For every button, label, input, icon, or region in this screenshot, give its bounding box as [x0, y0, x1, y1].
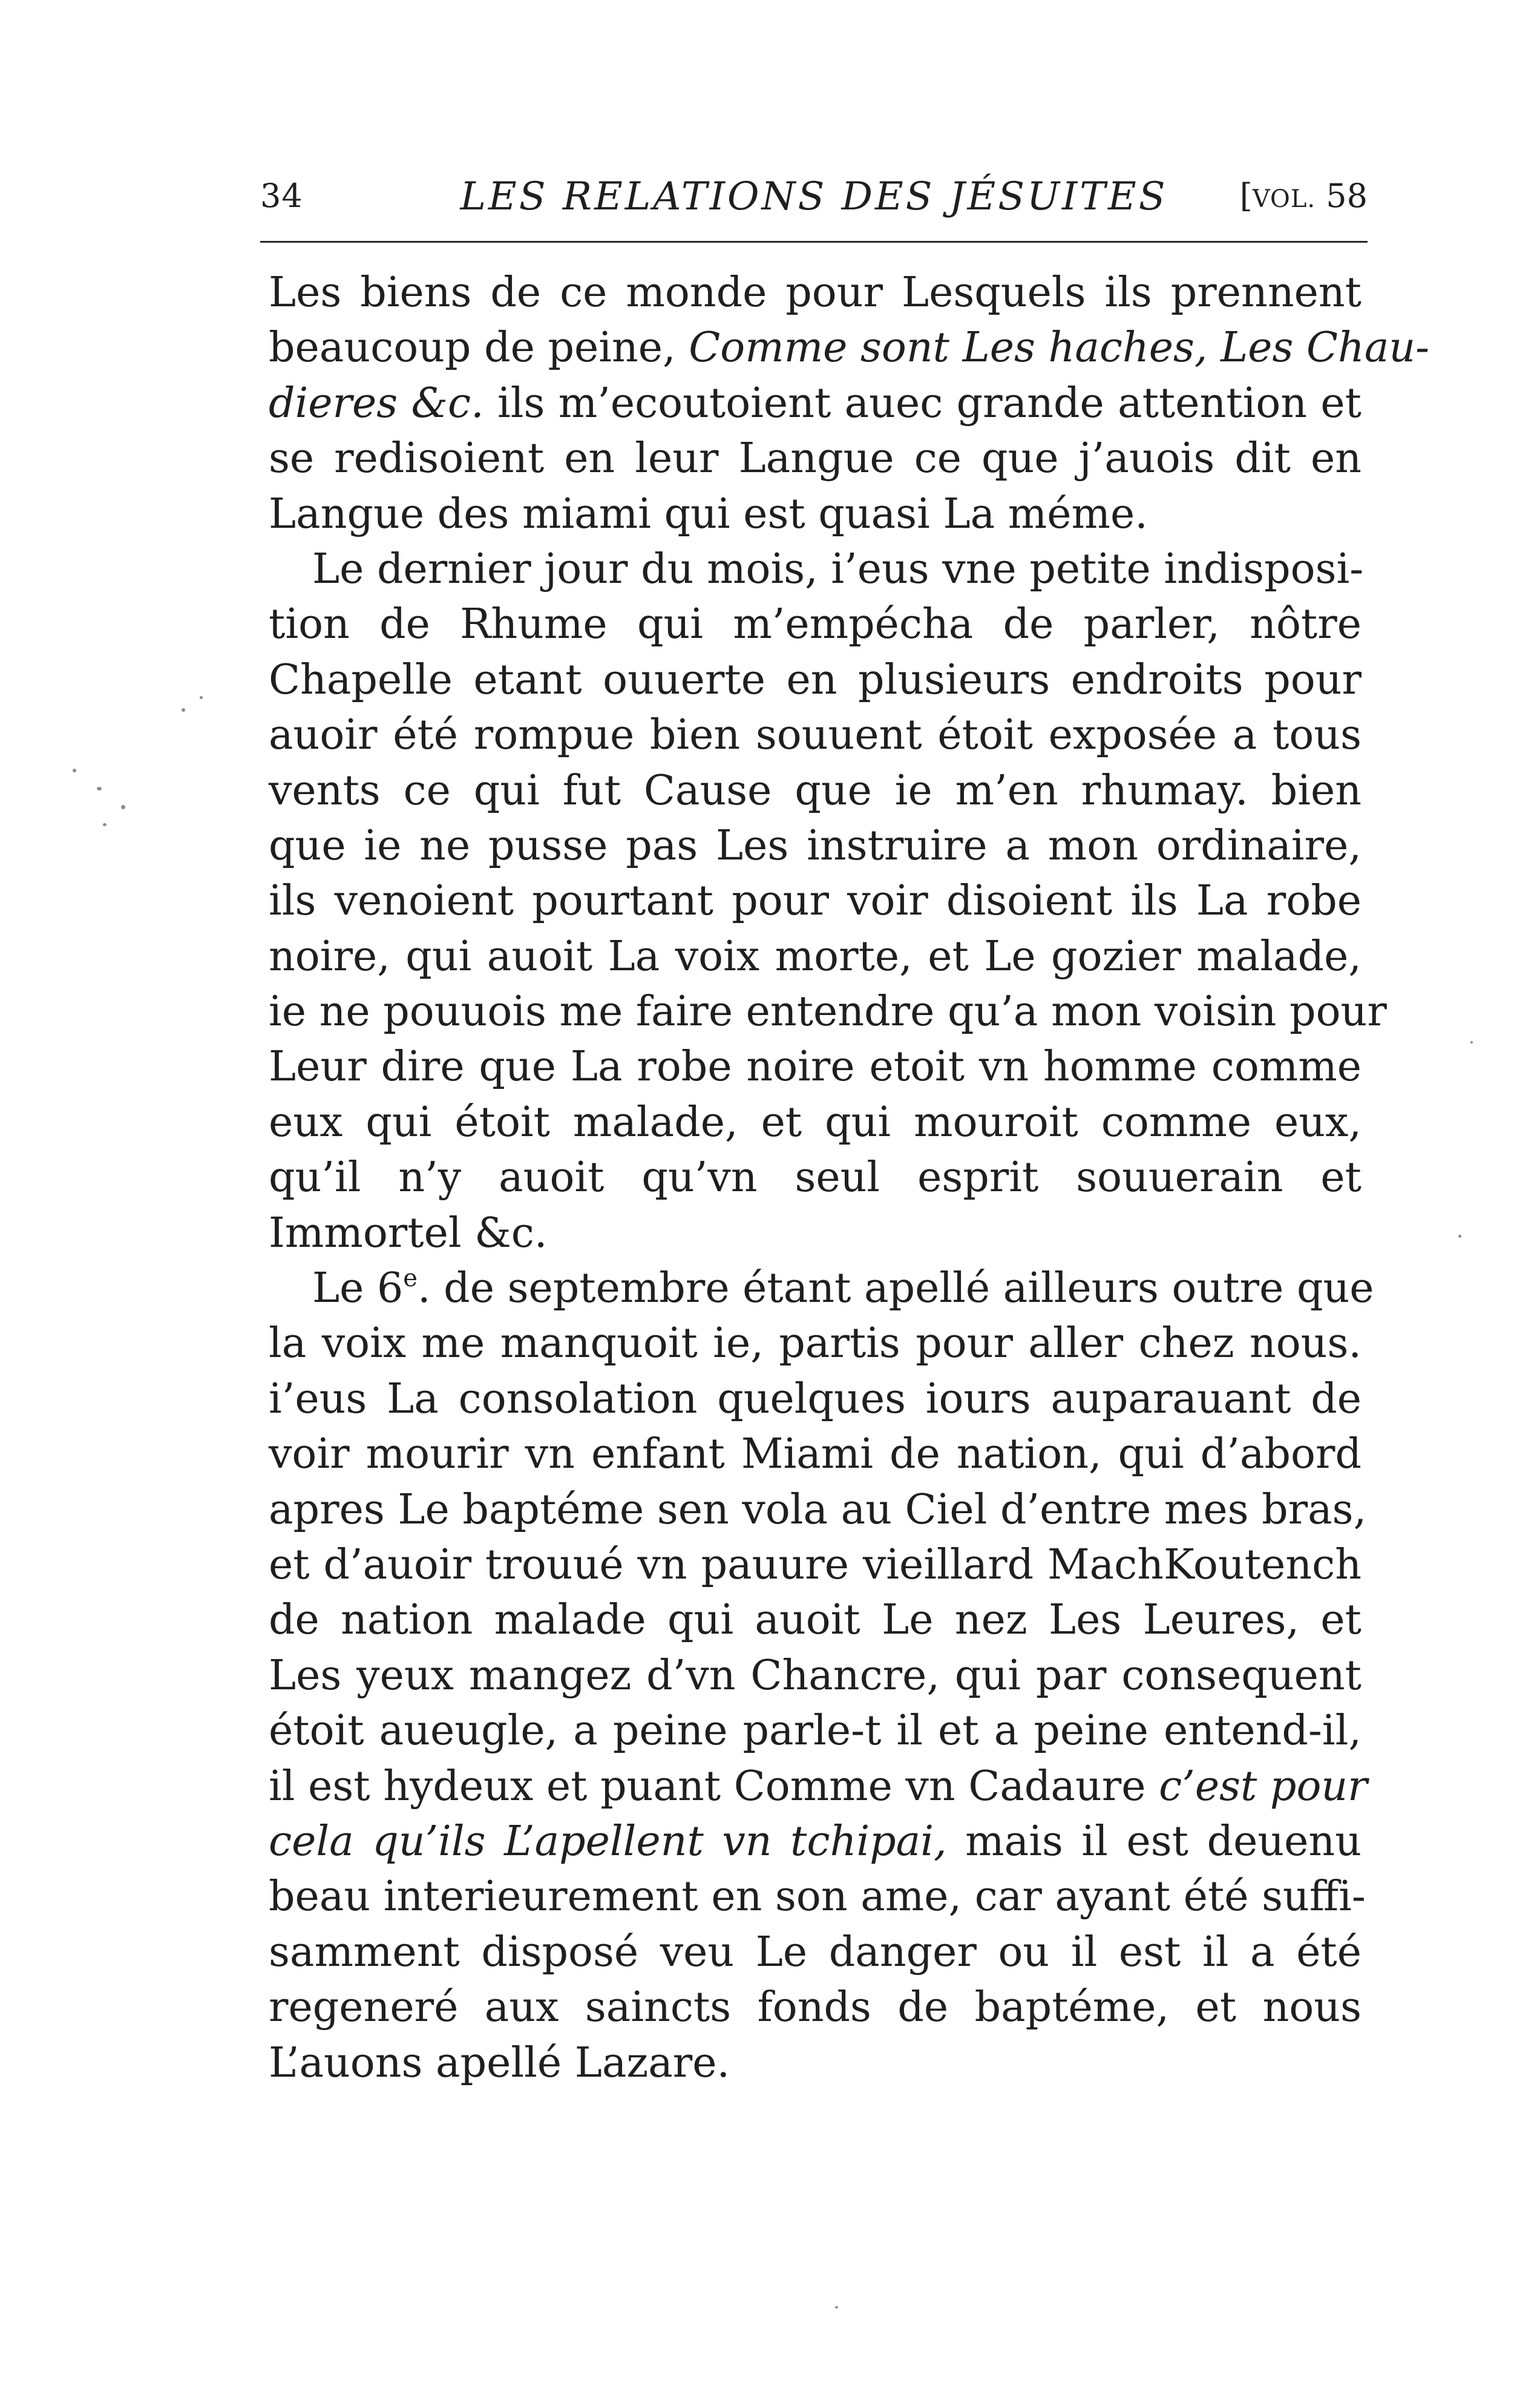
text-segment: il est hydeux et puant Comme vn Cadaure [269, 1762, 1159, 1810]
text-segment: Les biens de ce monde pour Lesquels ils prennent [269, 269, 1361, 317]
text-segment: voir mourir vn enfant Miami de nation, qui d’abord [269, 1430, 1361, 1479]
text-line [269, 1150, 1361, 1205]
text-segment: regeneré aux saincts fonds de baptéme, et nous [269, 1983, 1361, 2032]
text-segment: tion de Rhume qui m’empécha de parler, nôtre [269, 600, 1361, 649]
text-line [269, 1482, 1367, 1537]
text-line [269, 1925, 1361, 1980]
print-speck [103, 823, 106, 826]
italic-text: dieres &c. [269, 379, 484, 427]
text-segment: samment disposé veu Le danger ou il est il a été [269, 1928, 1361, 1976]
superscript: e [403, 1264, 418, 1293]
text-line [269, 1980, 1361, 2035]
text-line [269, 818, 1361, 873]
volume-bracket: [ [1239, 177, 1253, 215]
text-segment: Leur dire que La robe noire etoit vn homme comme [269, 1043, 1361, 1091]
text-line [269, 873, 1361, 928]
text-line [269, 320, 1430, 375]
text-line [269, 1039, 1361, 1094]
text-line [269, 265, 1361, 320]
text-line [269, 652, 1361, 708]
text-line [269, 376, 1361, 431]
text-line [269, 1814, 1361, 1869]
text-line [269, 1372, 1361, 1427]
text-segment: de nation malade qui auoit Le nez Les Leures, et [269, 1596, 1361, 1645]
text-line [269, 1427, 1361, 1482]
text-segment: que ie ne pusse pas Les instruire a mon ordinaire, [269, 821, 1361, 870]
print-speck [97, 787, 102, 790]
text-line [269, 1537, 1361, 1592]
text-line [269, 1261, 1374, 1316]
page-header [260, 171, 1368, 231]
text-line [269, 763, 1361, 818]
text-segment: eux qui étoit malade, et qui mouroit comme eux, [269, 1098, 1361, 1146]
text-segment: ie ne pouuois me faire entendre qu’a mon voisin pour [269, 988, 1387, 1036]
text-segment: vents ce qui fut Cause que ie m’en rhumay. bien [269, 766, 1361, 815]
text-line [269, 1592, 1361, 1648]
text-segment: apres Le baptéme sen vola au Ciel d’entre mes bras, [269, 1485, 1367, 1534]
text-segment: Immortel &c. [269, 1209, 548, 1257]
text-line [269, 542, 1364, 597]
text-segment: i’eus La consolation quelques iours auparauant de [269, 1375, 1361, 1423]
text-line [269, 1206, 1361, 1261]
text-segment: se redisoient en leur Langue ce que j’auois dit en [269, 435, 1361, 483]
text-line [269, 929, 1361, 984]
text-segment: Chapelle etant ouuerte en plusieurs endroits pour [269, 656, 1361, 704]
print-speck [121, 805, 125, 809]
text-line [269, 1703, 1361, 1758]
text-segment: et d’auoir trouué vn pauure vieillard MachKoutench [269, 1540, 1361, 1589]
text-segment: Le 6 [312, 1264, 404, 1313]
text-segment: ils venoient pourtant pour voir disoient ils La robe [269, 877, 1361, 925]
text-line [269, 1869, 1366, 1924]
text-segment: Langue des miami qui est quasi La méme. [269, 490, 1148, 538]
header-rule [260, 241, 1368, 243]
print-speck [1470, 1041, 1473, 1043]
text-segment: auoir été rompue bien souuent étoit exposée a tous [269, 711, 1361, 760]
text-line [269, 1316, 1361, 1371]
text-line [269, 1759, 1368, 1814]
text-line [269, 708, 1361, 763]
page-number: 34 [260, 177, 303, 215]
text-segment: Les yeux mangez d’vn Chancre, qui par consequent [269, 1651, 1361, 1700]
volume-label: VOL. [1252, 185, 1316, 213]
print-speck [73, 769, 76, 772]
text-line [269, 1095, 1361, 1150]
text-line [269, 597, 1361, 652]
print-speck [182, 708, 185, 712]
text-line [269, 1648, 1361, 1703]
volume-reference [1240, 177, 1368, 215]
text-segment: la voix me manquoit ie, partis pour aller chez nous. [269, 1319, 1361, 1368]
italic-text: c’est pour [1159, 1762, 1368, 1810]
text-segment: beau interieurement en son ame, car ayant été suffi- [269, 1873, 1366, 1921]
text-segment: beaucoup de peine, [269, 324, 689, 372]
text-line [269, 984, 1387, 1039]
text-segment: L’auons apellé Lazare. [269, 2039, 730, 2087]
text-line [269, 431, 1361, 486]
text-segment: ils m’ecoutoient auec grande attention et [483, 379, 1361, 427]
text-line [269, 487, 1361, 542]
text-segment: noire, qui auoit La voix morte, et Le gozier malade, [269, 932, 1361, 981]
body-text [269, 265, 1430, 2091]
text-segment: étoit aueugle, a peine parle-t il et a peine entend-il, [269, 1707, 1361, 1755]
print-speck [835, 2306, 838, 2308]
running-title: LES RELATIONS DES JÉSUITES [460, 174, 1168, 219]
text-segment: Le dernier jour du mois, i’eus vne petite indisposi- [312, 545, 1364, 593]
italic-text: Comme sont Les haches, Les Chau- [689, 324, 1430, 372]
text-segment: . de septembre étant apellé ailleurs outre que [417, 1264, 1374, 1313]
italic-text: cela qu’ils L’apellent vn tchipai, [269, 1817, 947, 1865]
text-line [269, 2036, 1361, 2091]
print-speck [200, 696, 203, 699]
volume-number: 58 [1326, 177, 1368, 215]
text-segment: mais il est deuenu [946, 1817, 1361, 1865]
print-speck [1458, 1235, 1461, 1238]
text-segment: qu’il n’y auoit qu’vn seul esprit souuerain et [269, 1154, 1361, 1202]
